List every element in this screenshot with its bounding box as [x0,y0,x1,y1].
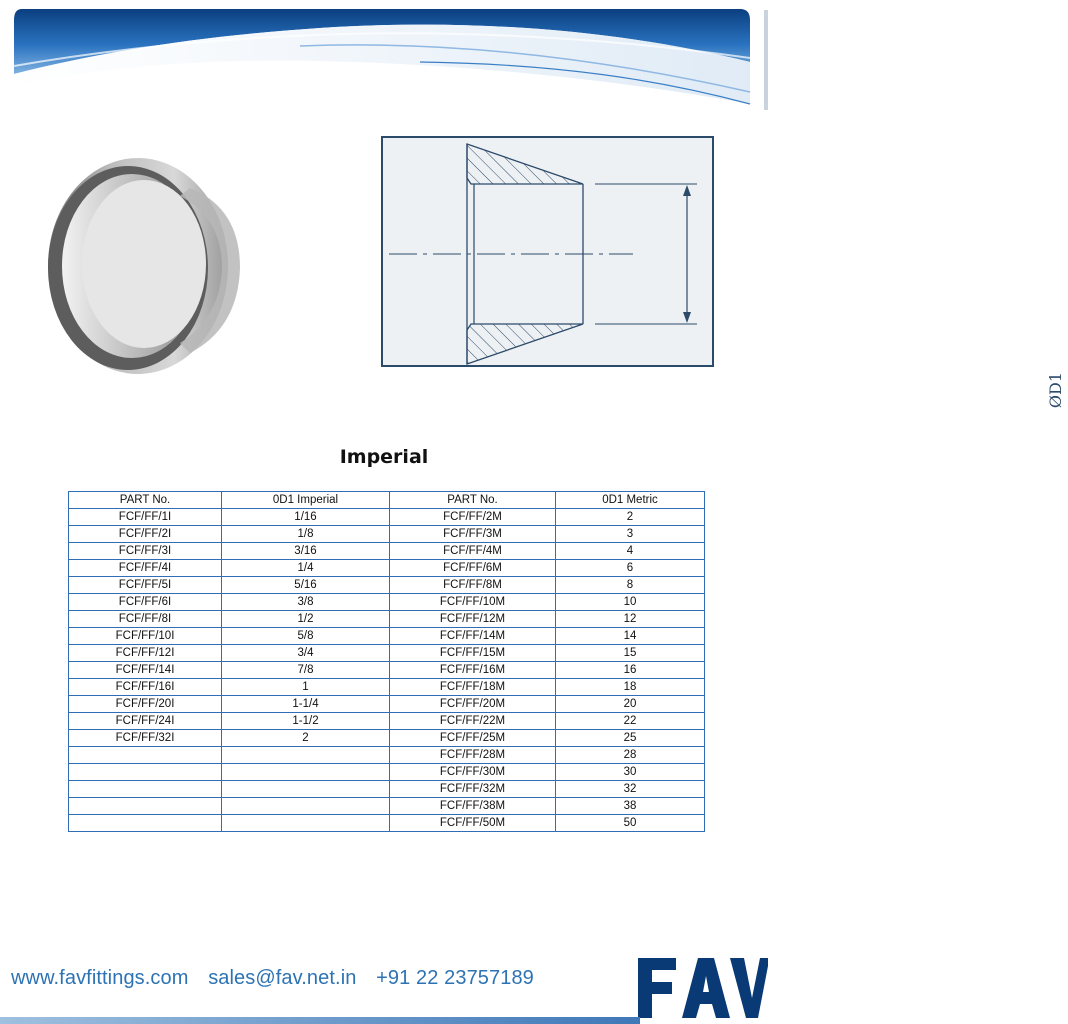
table-cell: FCF/FF/3M [390,526,556,543]
table-header-cell: PART No. [69,492,222,509]
table-row [69,781,705,798]
table-cell: 38 [556,798,705,815]
table-cell: FCF/FF/20M [390,696,556,713]
table-cell: 16 [556,662,705,679]
table-cell: FCF/FF/12M [390,611,556,628]
table-cell [222,747,390,764]
table-cell: FCF/FF/4I [69,560,222,577]
footer-bar [0,1017,640,1024]
table-cell: 1/2 [222,611,390,628]
table-cell [69,764,222,781]
table-row [69,645,705,662]
table-row [69,764,705,781]
table-cell: FCF/FF/24I [69,713,222,730]
table-cell: 10 [556,594,705,611]
table-cell: FCF/FF/8M [390,577,556,594]
section-title: Imperial [339,446,429,468]
fav-logo [632,952,768,1024]
table-cell [69,815,222,832]
table-cell: FCF/FF/14I [69,662,222,679]
table-row [69,798,705,815]
website-link[interactable]: www.favfittings.com [11,967,189,989]
table-cell: 1 [222,679,390,696]
technical-drawing [381,136,1065,409]
table-row [69,526,705,543]
table-cell: 5/16 [222,577,390,594]
table-header-cell: PART No. [390,492,556,509]
table-row [69,594,705,611]
table-cell: FCF/FF/10I [69,628,222,645]
table-cell: FCF/FF/28M [390,747,556,764]
table-cell: 50 [556,815,705,832]
table-cell: FCF/FF/2I [69,526,222,543]
table-cell: FCF/FF/1I [69,509,222,526]
table-cell: FCF/FF/6I [69,594,222,611]
email-link[interactable]: sales@fav.net.in [208,967,357,989]
table-cell [222,764,390,781]
table-row [69,713,705,730]
table-cell: FCF/FF/20I [69,696,222,713]
ferrule-ring-photo [40,148,250,383]
table-cell: FCF/FF/15M [390,645,556,662]
table-cell: FCF/FF/8I [69,611,222,628]
table-cell: FCF/FF/16I [69,679,222,696]
table-cell: FCF/FF/18M [390,679,556,696]
table-cell: 7/8 [222,662,390,679]
table-cell: FCF/FF/12I [69,645,222,662]
table-header-cell: 0D1 Metric [556,492,705,509]
table-cell: FCF/FF/14M [390,628,556,645]
table-cell [222,815,390,832]
table-row [69,560,705,577]
table-cell: FCF/FF/38M [390,798,556,815]
table-row [69,696,705,713]
footer-contact [11,967,548,990]
table-cell: FCF/FF/22M [390,713,556,730]
table-cell: FCF/FF/32I [69,730,222,747]
table-cell: 1/16 [222,509,390,526]
phone-number: +91 22 23757189 [376,967,534,989]
table-header-cell: 0D1 Imperial [222,492,390,509]
table-row [69,747,705,764]
table-cell: 20 [556,696,705,713]
table-header-row [69,492,705,509]
table-cell [69,747,222,764]
table-cell: FCF/FF/32M [390,781,556,798]
table-cell: 28 [556,747,705,764]
table-cell: 25 [556,730,705,747]
table-cell: 1-1/4 [222,696,390,713]
table-cell: FCF/FF/30M [390,764,556,781]
table-cell: 18 [556,679,705,696]
table-cell: 3/16 [222,543,390,560]
header-wave-banner [0,0,768,110]
table-cell: 30 [556,764,705,781]
table-row [69,577,705,594]
table-cell: FCF/FF/2M [390,509,556,526]
table-cell [69,781,222,798]
table-cell: 22 [556,713,705,730]
table-cell: FCF/FF/10M [390,594,556,611]
right-edge-strip [764,10,768,110]
table-cell: 32 [556,781,705,798]
table-row [69,730,705,747]
dimension-table [68,491,705,832]
table-row [69,815,705,832]
table-cell: FCF/FF/3I [69,543,222,560]
table-row [69,611,705,628]
table-cell: 2 [556,509,705,526]
table-cell: 12 [556,611,705,628]
table-cell: 8 [556,577,705,594]
od1-dimension-label: ØD1 [1046,371,1065,409]
table-cell [222,781,390,798]
table-cell: FCF/FF/5I [69,577,222,594]
table-cell: FCF/FF/25M [390,730,556,747]
table-row [69,662,705,679]
table-cell: FCF/FF/16M [390,662,556,679]
table-cell: 2 [222,730,390,747]
table-cell [222,798,390,815]
table-row [69,679,705,696]
table-cell: 6 [556,560,705,577]
table-cell: 5/8 [222,628,390,645]
table-cell: FCF/FF/4M [390,543,556,560]
table-row [69,628,705,645]
table-cell: 15 [556,645,705,662]
table-cell: FCF/FF/50M [390,815,556,832]
table-cell: 14 [556,628,705,645]
table-cell: 1/4 [222,560,390,577]
table-cell: 3/8 [222,594,390,611]
table-cell: 3 [556,526,705,543]
table-cell [69,798,222,815]
table-cell: 1/8 [222,526,390,543]
table-cell: 1-1/2 [222,713,390,730]
table-cell: FCF/FF/6M [390,560,556,577]
table-cell: 4 [556,543,705,560]
table-row [69,509,705,526]
table-cell: 3/4 [222,645,390,662]
table-row [69,543,705,560]
